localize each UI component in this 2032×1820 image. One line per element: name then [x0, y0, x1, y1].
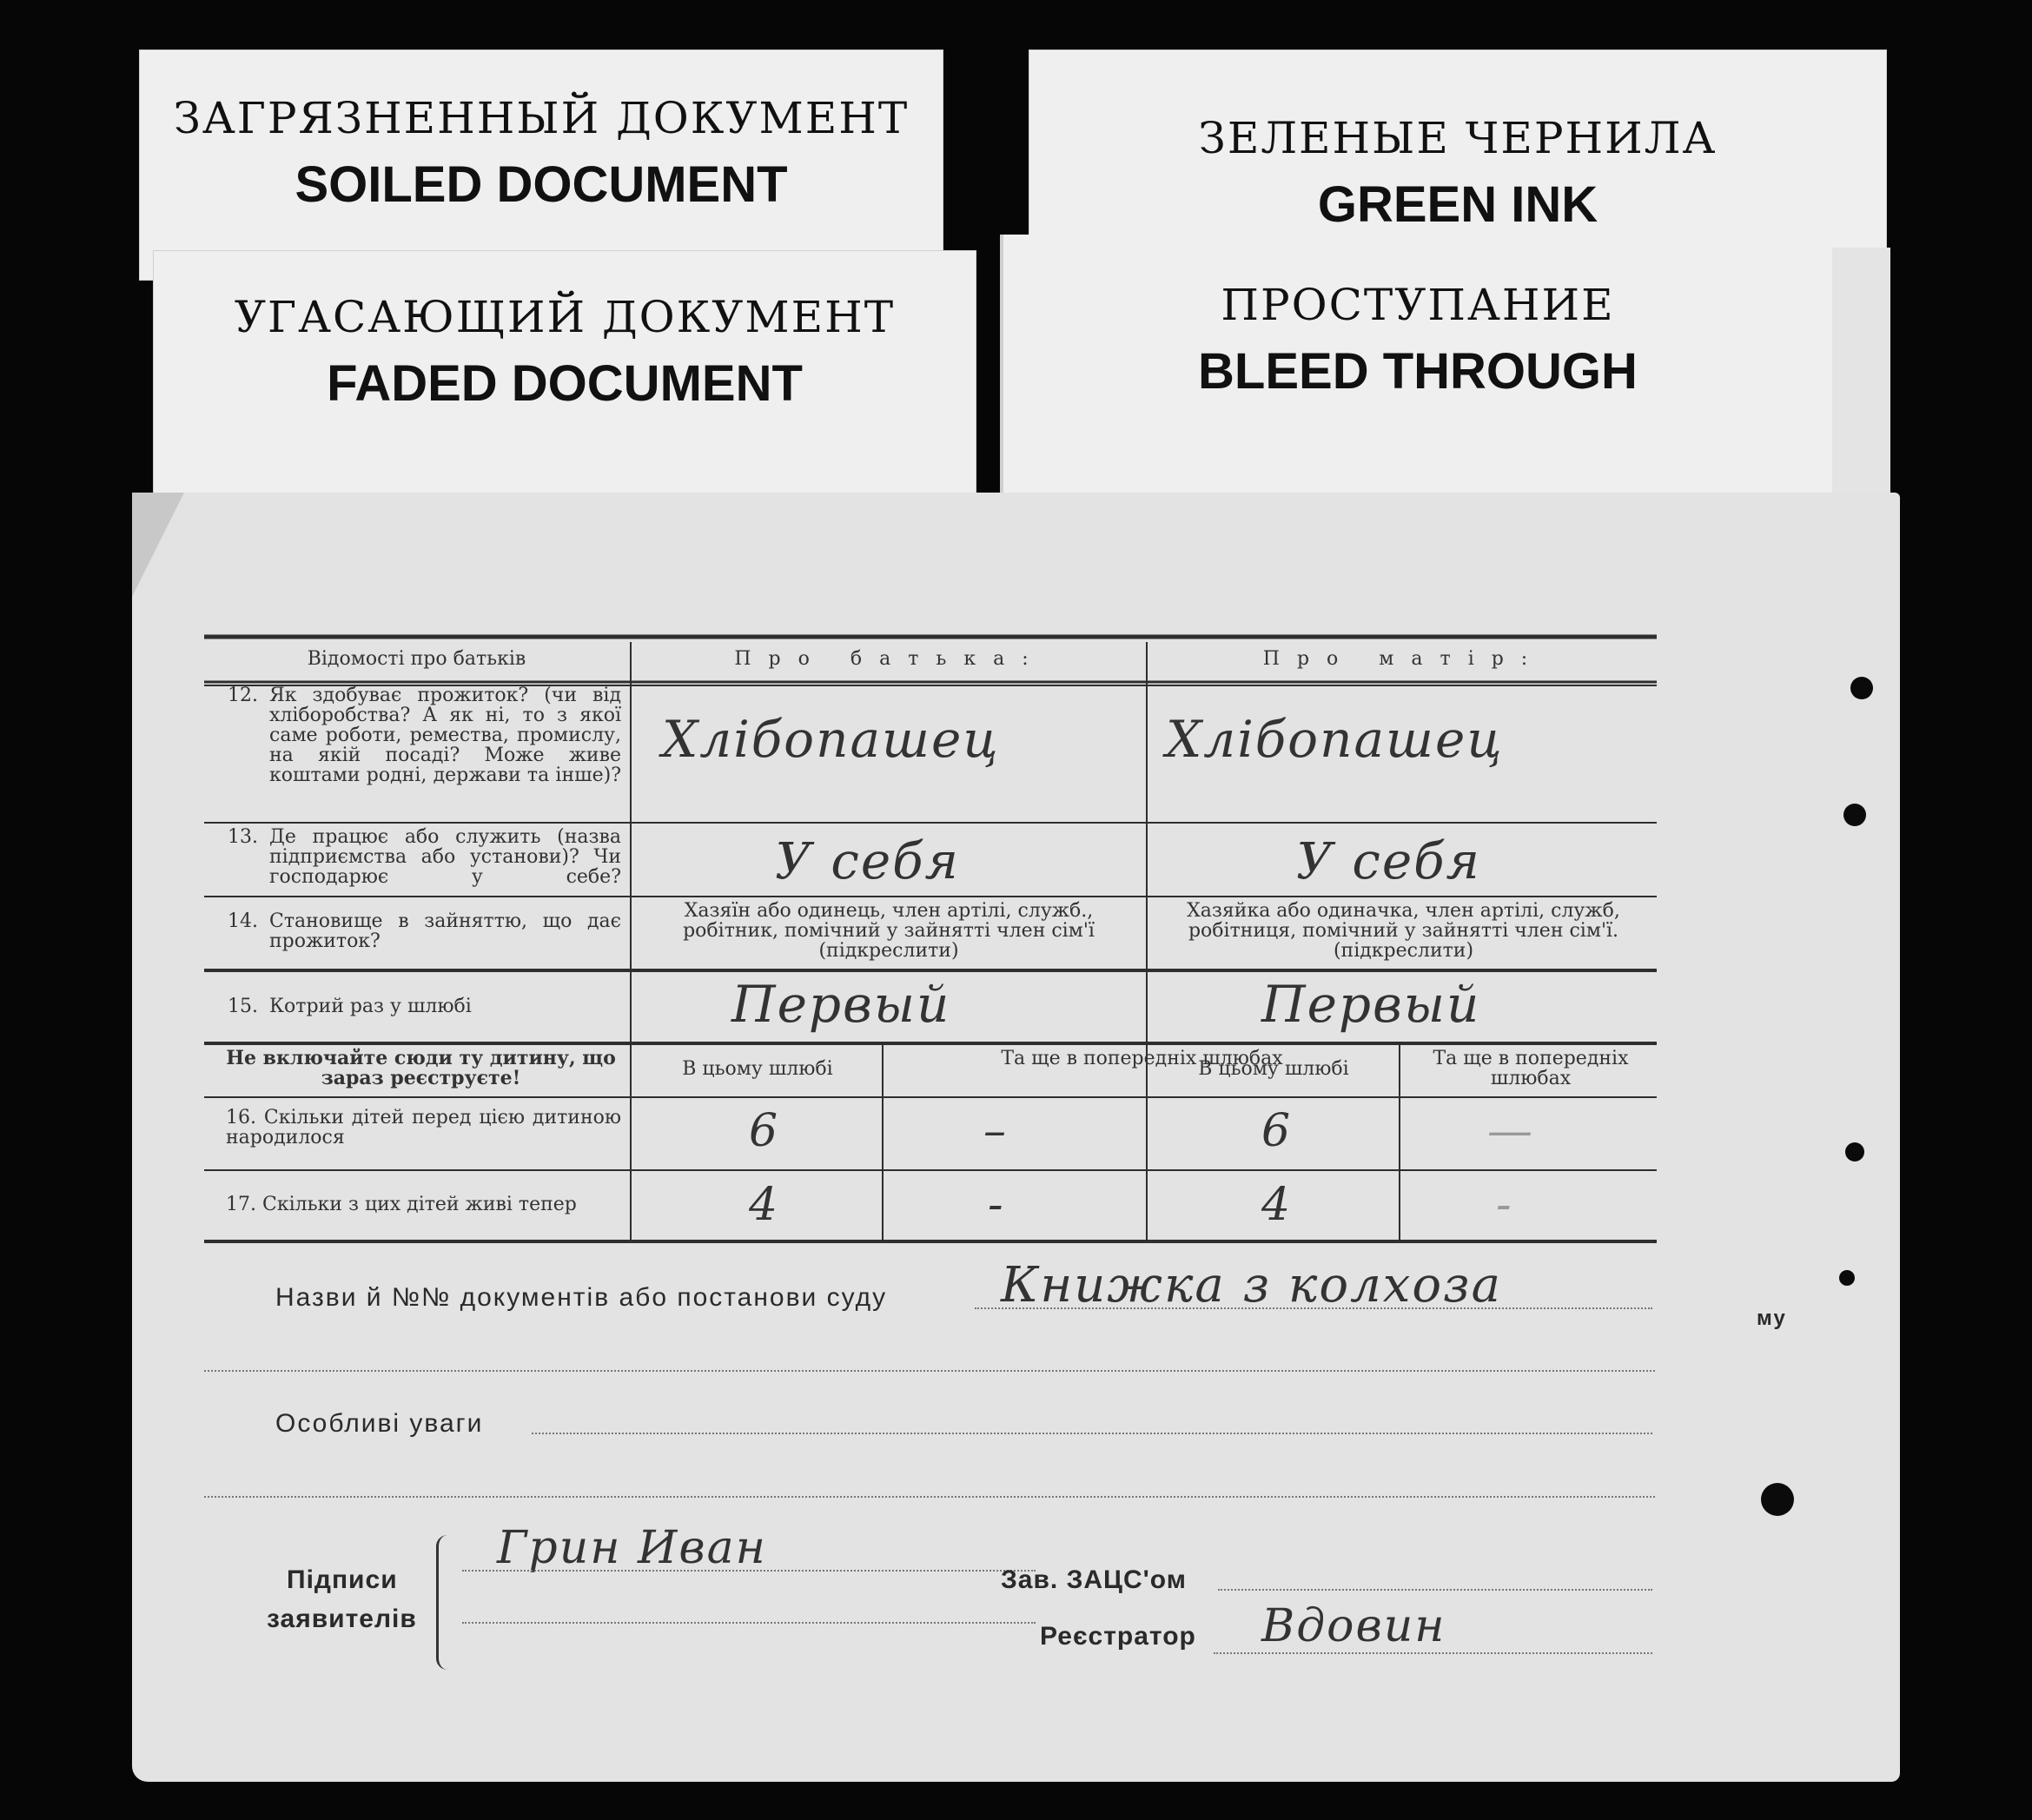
green-label-ru: ЗЕЛЕНЫЕ ЧЕРНИЛА [1198, 113, 1718, 163]
signatures-label-2: заявителів [267, 1605, 417, 1633]
soiled-label-en: SOILED DOCUMENT [295, 156, 788, 213]
father-this-marriage-header: В цьому шлюбі [682, 1058, 833, 1080]
q17-father-this: 4 [749, 1179, 780, 1231]
q13-question: Де працює або служить (назва підприємства або установи)? Чи господарює у себе? [269, 827, 621, 888]
faded-document-label [153, 250, 976, 498]
q15-number: 15. [228, 996, 258, 1017]
q16-father-prev: – [983, 1105, 1008, 1157]
applicant-signature-line [462, 1570, 1036, 1572]
registration-form [132, 493, 1900, 1782]
applicant-signature-line-2 [462, 1622, 1036, 1624]
q14-number: 14. [228, 910, 258, 932]
header-about-mother: Про матір: [1262, 648, 1546, 670]
q17-mother-prev: - [1496, 1179, 1513, 1231]
q13-mother-answer: У себя [1296, 831, 1481, 890]
q15-question: Котрий раз у шлюбі [269, 996, 472, 1017]
zags-head-label: Зав. ЗАЦС'ом [1001, 1565, 1187, 1594]
applicant-signature: Грин Иван [497, 1522, 767, 1574]
q16-question: 16. Скільки дітей перед цією дитиною народилося [226, 1108, 621, 1148]
registrar-signature: Вдовин [1261, 1600, 1446, 1652]
q12-mother-answer: Хлібопашец [1166, 710, 1504, 769]
punch-hole [1761, 1483, 1794, 1516]
documents-value: Книжка з колхоза [1001, 1257, 1502, 1314]
faded-label-en: FADED DOCUMENT [327, 355, 803, 412]
children-note: Не включайте сюди ту дитину, що зараз реєструєте! [226, 1047, 616, 1089]
remarks-label: Особливі уваги [275, 1409, 484, 1438]
signatures-label-1: Підписи [287, 1565, 398, 1594]
bleed-label-en: BLEED THROUGH [1198, 343, 1638, 400]
faded-label-ru: УГАСАЮЩИЙ ДОКУМЕНТ [234, 292, 896, 342]
paper-edge [1824, 248, 1890, 500]
registrar-line [1214, 1652, 1652, 1654]
mother-previous-marriages-header: Та ще в попередніх шлюбах [1433, 1048, 1629, 1089]
q16-mother-this: 6 [1261, 1105, 1293, 1157]
punch-hole [1850, 677, 1873, 699]
q17-mother-this: 4 [1261, 1179, 1293, 1231]
punch-hole [1843, 804, 1866, 826]
q12-father-answer: Хлібопашец [662, 710, 1000, 769]
punch-hole [1845, 1142, 1864, 1161]
q14-father-options: Хазяїн або одинець, член артілі, служб., робітник, помічний у зайнятті член сім'ї (підкреслити) [683, 900, 1095, 962]
q16-father-this: 6 [749, 1105, 780, 1157]
father-previous-marriages-header: Та ще в попередніх шлюбах [1001, 1048, 1283, 1069]
punch-hole [1839, 1270, 1855, 1286]
q14-mother-options: Хазяйка або одиначка, член артілі, служб, робітниця, помічний у зайнятті член сім'ї. (підкреслити) [1187, 900, 1620, 962]
bleed-through-label [1003, 235, 1832, 498]
remarks-line [532, 1433, 1652, 1434]
q12-number: 12. [228, 685, 258, 706]
header-parents-info: Відомості про батьків [307, 648, 526, 670]
q14-question: Становище в зайняттю, що дає прожиток? [269, 911, 621, 952]
bleed-label-ru: ПРОСТУПАНИЕ [1221, 280, 1615, 330]
q16-mother-prev: — [1487, 1105, 1534, 1157]
green-label-en: GREEN INK [1317, 176, 1598, 233]
q15-mother-answer: Первый [1261, 975, 1481, 1034]
header-about-father: Про батька: [734, 648, 1046, 670]
mother-this-marriage-header: В цьому шлюбі [1198, 1058, 1349, 1080]
q17-question: 17. Скільки з цих дітей живі тепер [226, 1194, 577, 1215]
documents-line-2 [204, 1370, 1655, 1372]
q13-father-answer: У себя [775, 831, 960, 890]
soiled-label-ru: ЗАГРЯЗНЕННЫЙ ДОКУМЕНТ [173, 93, 910, 143]
q12-question: Як здобуває прожиток? (чи від хліборобства? А як ні, то з якої саме роботи, ремества, промислу, на якій посаді? Може живе коштами родні, держави та інше)? [269, 685, 621, 786]
q15-father-answer: Первый [731, 975, 951, 1034]
margin-text: му [1757, 1307, 1787, 1330]
soiled-document-label [139, 50, 943, 281]
q13-number: 13. [228, 826, 258, 848]
remarks-line-2 [204, 1496, 1655, 1498]
signatures-bracket [436, 1535, 447, 1670]
documents-label: Назви й №№ документів або постанови суду [275, 1283, 888, 1312]
registrar-label: Реєстратор [1040, 1622, 1196, 1651]
zags-head-line [1218, 1589, 1652, 1591]
documents-line [975, 1307, 1652, 1309]
q17-father-prev: - [988, 1179, 1005, 1231]
